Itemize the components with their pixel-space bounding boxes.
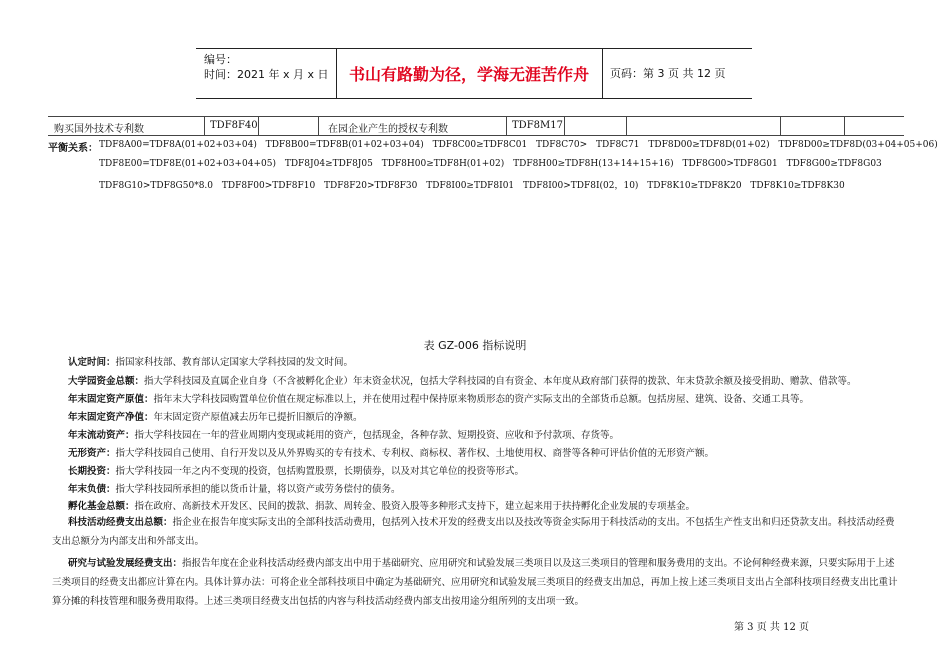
page-footer: 第 3 页 共 12 页 — [734, 622, 809, 633]
definition-text: 指大学科技园一年之内不变现的投资，包括购置股票，长期债券，以及对其它单位的投资等形式。 — [115, 466, 525, 477]
definition-text: 指大学科技园自己使用、自行开发以及从外界购买的专有技术、专利权、商标权、著作权、土地使用权、商誉等各种可评估价值的无形资产额。 — [115, 448, 715, 459]
header-page-code: 页码：第 3 页 共 12 页 — [610, 67, 726, 80]
definition-item — [68, 445, 714, 459]
definition-text: 指年末大学科技园购置单位价值在规定标准以上，并在使用过程中保持原来物质形态的资产实际支出的全部货币总额。包括房屋、建筑、设备、交通工具等。 — [153, 394, 810, 405]
definition-text: 指在政府、高新技术开发区、民间的拨款、捐款、周转金、股资入股等多种形式支持下，建立起来用于扶持孵化企业发展的专项基金。 — [134, 501, 696, 512]
balance-label: 平衡关系： — [48, 143, 98, 154]
definition-text: 年末固定资产原值减去历年已提折旧额后的净额。 — [153, 412, 363, 423]
definition-text: 指报告年度在企业科技活动经费内部支出中用于基础研究、应用研究和试验发展三类项目以及这三类项目的管理和服务费用的支出。不论何种经费来源，只要实际用于上述三类项目的经费支出都应计算在内。具体计算办法：可将企业全部科技项目中确定为基础研究、应用研究和试验发展三类项目的经费支出加总，再加上按上述三类项目支出占全部科技项目经费支出比重计算分摊的科技管理和服务费用取得。上述三类项目经费支出包括的内容与科技活动经费内部支出按用途分组所列的支出项一致。 — [52, 558, 898, 607]
definition-text: 指国家科技部、教育部认定国家大学科技园的发文时间。 — [115, 357, 354, 368]
definition-term: 大学园资金总额： — [68, 376, 145, 387]
definition-item — [68, 498, 695, 512]
definition-item — [68, 373, 857, 387]
definition-term: 孵化基金总额： — [68, 501, 135, 512]
definition-item — [68, 463, 524, 477]
balance-line: TDF8A00=TDF8A(01+02+03+04) TDF8B00=TDF8B(01+02+03+04) TDF8C00≥TDF8C01 TDF8C70> TDF8C71 TDF8D00≥TDF8D(01+02) TDF8D00≥TDF8D(03+04+05+06) — [99, 140, 938, 150]
page-header — [196, 48, 752, 99]
definition-item — [68, 427, 619, 441]
definition-text: 指大学科技园在一年的营业周期内变现或耗用的资产，包括现金，各种存款、短期投资、应收和予付款项、存货等。 — [134, 430, 620, 441]
definition-paragraph — [52, 513, 904, 551]
definition-text: 指大学科技园所承担的能以货币计量，将以资产或劳务偿付的债务。 — [115, 484, 401, 495]
table-divider — [626, 117, 627, 135]
definition-item — [68, 391, 809, 405]
section-title: 表 GZ-006 指标说明 — [423, 339, 527, 352]
header-date: 时间：2021 年 x 月 x 日 — [204, 68, 329, 81]
header-motto: 书山有路勤为径，学海无涯苦作舟 — [348, 65, 589, 84]
definition-text: 指大学科技园及直属企业自身（不含被孵化企业）年末资金状况，包括大学科技园的自有资金、本年度从政府部门获得的拨款、年末贷款余额及接受捐助、赠款、借款等。 — [144, 376, 857, 387]
header-number-label: 编号： — [204, 53, 237, 66]
table-divider — [506, 117, 507, 135]
table-cell: 在园企业产生的授权专利数 — [328, 124, 448, 135]
definition-item — [68, 409, 363, 423]
table-divider — [258, 117, 259, 135]
definition-term: 科技活动经费支出总额： — [68, 517, 173, 528]
header-meta — [204, 52, 329, 82]
definition-term: 年末固定资产净值： — [68, 412, 154, 423]
table-divider — [564, 117, 565, 135]
definition-paragraph — [52, 554, 904, 611]
table-divider — [204, 117, 205, 135]
balance-line: TDF8G10>TDF8G50*8.0 TDF8F00>TDF8F10 TDF8F20>TDF8F30 TDF8I00≥TDF8I01 TDF8I00>TDF8I(02，10) TDF8K10≥TDF8K20 TDF8K10≥TDF8K30 — [99, 181, 845, 191]
definition-term: 研究与试验发展经费支出： — [68, 558, 183, 569]
indicator-table-row — [48, 116, 904, 136]
definition-term: 年末流动资产： — [68, 430, 135, 441]
definition-item — [68, 354, 353, 368]
table-cell: TDF8F40 — [210, 120, 258, 131]
table-cell: 购买国外技术专利数 — [54, 124, 144, 135]
table-divider — [780, 117, 781, 135]
header-divider — [602, 49, 603, 98]
table-cell: TDF8M17 — [512, 120, 563, 131]
table-divider — [844, 117, 845, 135]
definition-item — [68, 481, 401, 495]
definition-text: 指企业在报告年度实际支出的全部科技活动费用，包括列入技术开发的经费支出以及技改等资金实际用于科技活动的支出。不包括生产性支出和归还贷款支出。科技活动经费支出总额分为内部支出和外部支出。 — [52, 517, 895, 547]
definition-term: 认定时间： — [68, 357, 116, 368]
definition-term: 年末负债： — [68, 484, 116, 495]
definition-term: 年末固定资产原值： — [68, 394, 154, 405]
definition-term: 无形资产： — [68, 448, 116, 459]
table-divider — [318, 117, 319, 135]
definition-term: 长期投资： — [68, 466, 116, 477]
balance-line: TDF8E00=TDF8E(01+02+03+04+05) TDF8J04≥TDF8J05 TDF8H00≥TDF8H(01+02) TDF8H00≥TDF8H(13+14+15+16) TDF8G00>TDF8G01 TDF8G00≥TDF8G03 — [99, 159, 882, 169]
